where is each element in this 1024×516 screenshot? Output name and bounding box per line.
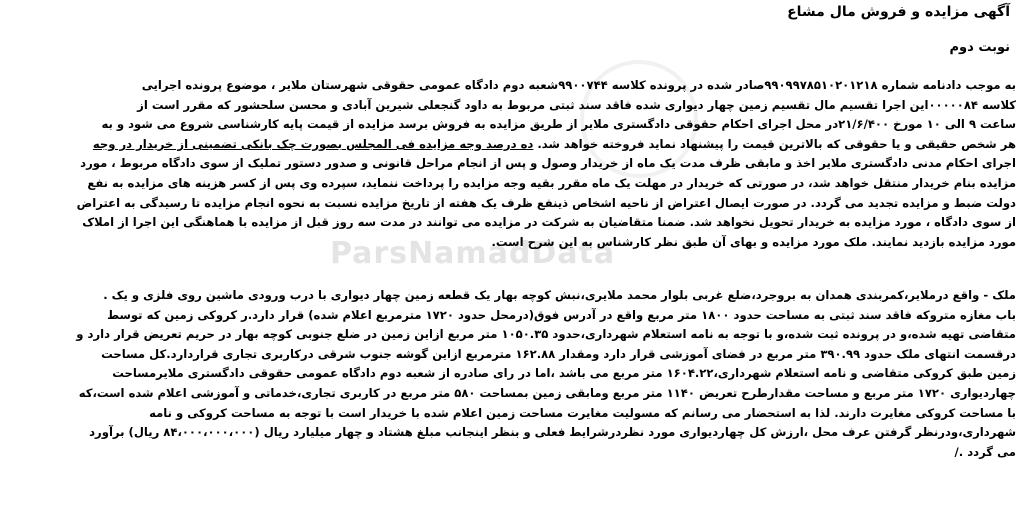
paragraph-line: باب مغازه متروکه فاقد سند ثبتی به مساحت حدود ۱۸۰۰ متر مربع واقع در آدرس فوق(درمحل حدود ۱۷۲۰ مترمربع اعلام شده) قرار دارد.ر کروکی زمین که توسط	[107, 307, 1016, 322]
paragraph-line: دولت ضبط و مزایده تجدید می گردد. در صورت ایصال اعتراض از ناحیه اشخاص ذینفع ظرف یک هفته از تاریخ مزایده نسبت به نحوه انجام مزایده تا رسیدگی به اعتراض	[76, 195, 1016, 210]
paragraph-line	[12, 135, 1016, 155]
paragraph-line: درقسمت انتهای ملک حدود ۳۹۰.۹۹ متر مربع در فضای آموزشی قرار دارد ومقدار ۱۶۲.۸۸ مترمربع ازاین گوشه جنوب شرقی درکاربری تجاری قراردارد.کل مساحت	[101, 346, 1016, 361]
paragraph-line: زمین طبق کروکی متقاضی و نامه استعلام شهرداری،۱۶۰۴.۲۲ متر مربع می باشد ،اما در رای صادره از شعبه دوم دادگاه عمومی حقوقی دادگستری ملایرمساحت	[112, 366, 1016, 381]
paragraph-line: ساعت ۹ الی ۱۰ مورخ ۲۱/۶/۴۰۰در محل اجرای احکام حقوقی دادگستری ملایر از طریق مزایده به فروش برسد مزایده از قیمت پایه کارشناسی شروع می شود و به	[101, 117, 1016, 132]
paragraph-line: اجرای احکام مدنی دادگستری ملایر اخذ و مابقی ظرف مدت یک ماه از خریدار وصول و پس از انجام مراحل قانونی و صدور دستور تملیک از سوی دادگاه مربوط ، مورد	[80, 156, 1016, 171]
paragraph-line: با مساحت کروکی مغایرت دارند. لذا به استحضار می رسانم که مسولیت مغایرت مساحت زمین اعلام شده با خریدار است با توجه به مساحت کروکی و نامه	[149, 405, 1016, 420]
deposit-condition-text: ده درصد وجه مزایده فی المجلس بصورت چک بانکی تضمینی از خریدار در وجه	[92, 136, 534, 151]
notice-subtitle: نوبت دوم	[949, 40, 1010, 55]
notice-paragraph-conditions	[12, 76, 1016, 252]
paragraph-line: متقاضی تهیه شده،و در پرونده ثبت شده،و با توجه به نامه استعلام شهرداری،حدود ۱۰۵۰.۳۵ متر مربع ازاین زمین در ضلع جنوبی کوچه بهار در حریم تعریض قرار دارد و	[76, 327, 1016, 342]
paragraph-line: چهاردیواری ۱۷۲۰ متر مربع و مساحت مقدارطرح تعریض ۱۱۴۰ متر مربع ومابقی زمین بمساحت ۵۸۰ متر مربع در کاربری تجاری،خدماتی و آموزشی اعلام شده است،که	[78, 385, 1016, 400]
paragraph-line: شهرداری،ودرنظر گرفتن عرف محل ،ارزش کل چهاردیواری مورد نظردرشرایط فعلی و بنظر اینجانب مبلغ هشتاد و چهار میلیارد ریال (۸۴،۰۰۰،۰۰۰،۰۰۰ ریال) برآورد	[89, 425, 1016, 440]
paragraph-line: کلاسه ۰۰۰۰۰۸۴این اجرا تقسیم مال تقسیم زمین چهار دیواری شده فاقد سند ثبتی مربوط به داود گنجعلی شیرین آبادی و محسن سلحشور که مقرر است از	[137, 97, 1016, 112]
paragraph-line-part: هر شخص حقیقی و یا حقوقی که بالاترین قیمت را پیشنهاد نماید فروخته خواهد شد.	[533, 136, 1016, 151]
notice-title: آگهی مزایده و فروش مال مشاع	[787, 4, 1010, 20]
notice-paragraph-property	[12, 286, 1016, 462]
paragraph-line: به موجب دادنامه شماره ۹۹۰۹۹۷۸۵۱۰۲۰۱۲۱۸صادر شده در پرونده کلاسه ۹۹۰۰۷۴۴شعبه دوم دادگاه عمومی حقوقی شهرستان ملایر ، موضوع پرونده اجرایی	[141, 78, 1016, 92]
paragraph-line: مزایده بنام خریدار منتقل خواهد شد، در صورتی که خریدار در مهلت یک ماه مقرر بقیه وجه مزایده را پرداخت ننماید، سپرده وی پس از کسر هزینه های مزایده به نفع	[87, 175, 1016, 190]
paragraph-line: مورد مزایده بازدید نمایند. ملک مورد مزایده و بهای آن طبق نظر کارشناس به این شرح است.	[491, 234, 1016, 249]
paragraph-line: از سوی دادگاه ، مورد مزایده به خریدار تحویل نخواهد شد. ضمنا متقاضیان به شرکت در مزایده می توانند در مدت سه روز قبل از مزایده با هماهنگی این اجرا از املاک	[82, 215, 1016, 230]
paragraph-line: می گردد ./	[954, 444, 1016, 459]
watermark-text: ParsNamadData	[330, 236, 616, 271]
paragraph-line: ملک - واقع درملایر،کمربندی همدان به بروجرد،ضلع غربی بلوار محمد ملایری،نبش کوچه بهار یک قطعه زمین چهار دیواری با درب ورودی ماشین روی فلزی و یک .	[103, 288, 1016, 302]
